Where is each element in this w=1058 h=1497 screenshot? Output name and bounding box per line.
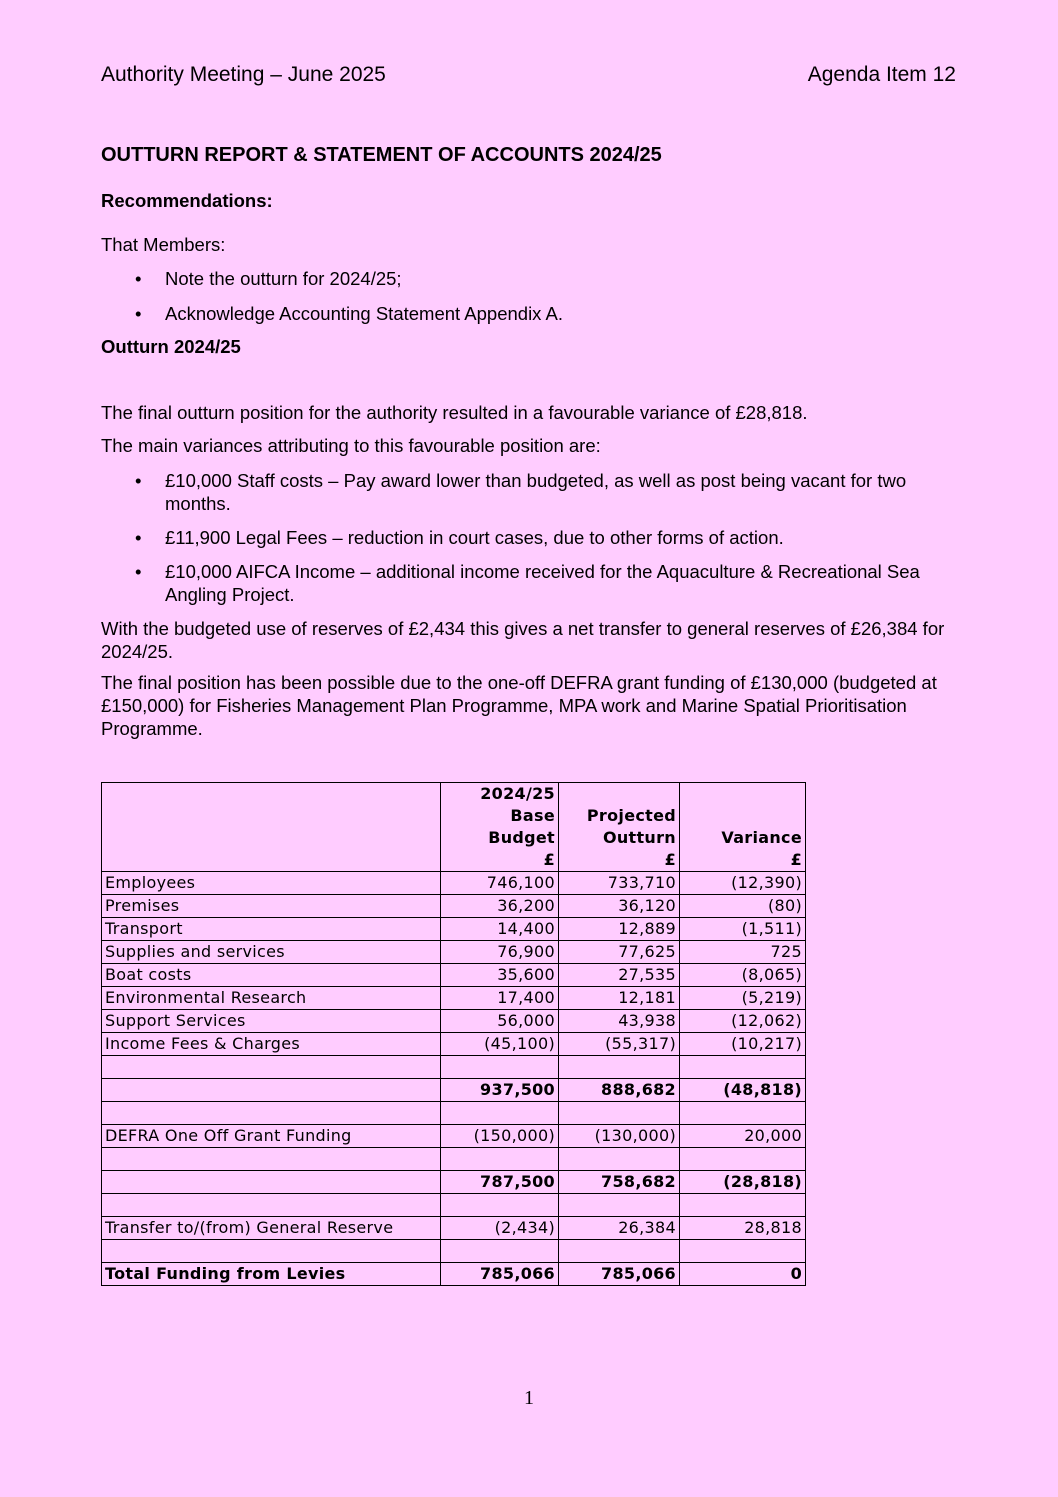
budget-cell: 14,400 (441, 918, 559, 941)
variance-cell: (80) (680, 895, 806, 918)
variance-cell (680, 1148, 806, 1171)
outturn-cell (559, 1102, 680, 1125)
budget-cell (441, 1240, 559, 1263)
outturn-cell: 785,066 (559, 1263, 680, 1286)
variance-cell: 725 (680, 941, 806, 964)
variance-cell: (1,511) (680, 918, 806, 941)
variance-cell: (8,065) (680, 964, 806, 987)
bullet-icon: • (135, 470, 142, 491)
outturn-cell: 43,938 (559, 1010, 680, 1033)
table-header-row (102, 783, 806, 872)
row-label-cell: Transfer to/(from) General Reserve (102, 1217, 441, 1240)
outturn-paragraph-2: The main variances attributing to this favourable position are: (101, 435, 601, 456)
table-row (102, 1148, 806, 1171)
outturn-cell: 27,535 (559, 964, 680, 987)
variance-cell (680, 1056, 806, 1079)
header-agenda-item: Agenda Item 12 (807, 63, 956, 86)
row-label-cell (102, 1079, 441, 1102)
document-page: Authority Meeting – June 2025 Agenda Item 12 OUTTURN REPORT & STATEMENT OF ACCOUNTS 2024/25 Recommendations: That Members: • Note the outturn for 2024/25; • Acknowledge Accounting Statement Appendix A. Outturn 2024/25 The final outturn position for the authority resulted in a favourable variance of £28,818. The main variances attributing to this favourable position are: • £10,000 Staff costs – Pay award lower than budgeted, as well as post being vacant for two months. • £11,900 Legal Fees – reduction in court cases, due to other forms of action. • £10,000 AIFCA Income – additional income received for the Aquaculture & Recreational Sea Angling Project. With the budgeted use of reserves of £2,434 this gives a net transfer to general reserves of £26,384 for 2024/25. The final position has been possible due to the one-off DEFRA grant funding of £130,000 (budgeted at £150,000) for Fisheries Management Plan Programme, MPA work and Marine Spatial Prioritisation Programme. 2024/25 Base Budget £ Projected Outturn £ Variance £ Employees 746,100 733,710 (12,390) Premises 36,200 36,120 (80) Transport 14,400 12,889 (1,511) Supplies and services 76,900 77,625 725 Boat costs 35,600 27,535 (8,065) Environmental Research 17,400 12,181 (5,219) Support Services 56,000 43,938 (12,062) Income Fees & Charges (45,100) (55,317) (10,217) 937,500 888,682 (48,818) DEFRA One Off Grant Funding (150,000) (130,000) 20,000 787,500 758,682 (28,818) Transfer to/(from) General Reserve (2,434) 26,384 28,818 Total Funding from Levies 785,066 785,066 0 1 (0, 0, 1058, 1497)
header-cell-budget: 2024/25 Base Budget £ (441, 783, 559, 872)
outturn-cell (559, 1240, 680, 1263)
header-cell-label (102, 783, 441, 872)
table-row (102, 1102, 806, 1125)
outturn-table (101, 782, 806, 1286)
budget-cell (441, 1102, 559, 1125)
table-row (102, 1194, 806, 1217)
table-row (102, 941, 806, 964)
outturn-cell (559, 1056, 680, 1079)
header-cell-outturn: Projected Outturn £ (559, 783, 680, 872)
variance-cell: (12,062) (680, 1010, 806, 1033)
row-label-cell: Boat costs (102, 964, 441, 987)
row-label-cell: Support Services (102, 1010, 441, 1033)
outturn-cell: 26,384 (559, 1217, 680, 1240)
recommendations-intro: That Members: (101, 234, 226, 255)
outturn-cell: 758,682 (559, 1171, 680, 1194)
outturn-cell: 12,181 (559, 987, 680, 1010)
variance-cell (680, 1194, 806, 1217)
report-title: OUTTURN REPORT & STATEMENT OF ACCOUNTS 2024/25 (101, 144, 662, 166)
variance-cell: 28,818 (680, 1217, 806, 1240)
recommendations-heading: Recommendations: (101, 190, 273, 211)
budget-cell: 76,900 (441, 941, 559, 964)
budget-cell: (45,100) (441, 1033, 559, 1056)
variance-cell: 0 (680, 1263, 806, 1286)
budget-cell: 785,066 (441, 1263, 559, 1286)
variance-cell: (5,219) (680, 987, 806, 1010)
row-label-cell (102, 1148, 441, 1171)
row-label-cell (102, 1102, 441, 1125)
table-row (102, 1263, 806, 1286)
outturn-paragraph-1: The final outturn position for the authority resulted in a favourable variance of £28,818. (101, 402, 808, 423)
variance-cell: (12,390) (680, 872, 806, 895)
outturn-cell: 733,710 (559, 872, 680, 895)
variance-cell: (28,818) (680, 1171, 806, 1194)
budget-cell: 17,400 (441, 987, 559, 1010)
table-row (102, 1217, 806, 1240)
table-row (102, 1056, 806, 1079)
budget-cell: 36,200 (441, 895, 559, 918)
budget-cell: 787,500 (441, 1171, 559, 1194)
variance-cell (680, 1240, 806, 1263)
budget-cell: 56,000 (441, 1010, 559, 1033)
outturn-cell (559, 1194, 680, 1217)
row-label-cell: Environmental Research (102, 987, 441, 1010)
table-row (102, 964, 806, 987)
variance-cell: 20,000 (680, 1125, 806, 1148)
outturn-cell: (55,317) (559, 1033, 680, 1056)
page-number: 1 (524, 1387, 534, 1409)
table-row (102, 1171, 806, 1194)
bullet-icon: • (135, 561, 142, 582)
variance-cell: (48,818) (680, 1079, 806, 1102)
table-row (102, 1125, 806, 1148)
bullet-icon: • (135, 268, 142, 289)
outturn-paragraph-3: With the budgeted use of reserves of £2,434 this gives a net transfer to general reserves of £26,384 for 2024/25. (101, 618, 945, 662)
outturn-cell (559, 1148, 680, 1171)
outturn-paragraph-4: The final position has been possible due to the one-off DEFRA grant funding of £130,000 (budgeted at £150,000) for Fisheries Management Plan Programme, MPA work and Marine Spatial Prioritisation Programme. (101, 672, 937, 739)
bullet-icon: • (135, 303, 142, 324)
variance-cell: (10,217) (680, 1033, 806, 1056)
table-row (102, 1010, 806, 1033)
bullet-icon: • (135, 527, 142, 548)
table-body (102, 872, 806, 1286)
row-label-cell: DEFRA One Off Grant Funding (102, 1125, 441, 1148)
table-row (102, 987, 806, 1010)
table-row (102, 918, 806, 941)
outturn-cell: 77,625 (559, 941, 680, 964)
table-row (102, 895, 806, 918)
variance-cell (680, 1102, 806, 1125)
row-label-cell: Employees (102, 872, 441, 895)
row-label-cell: Total Funding from Levies (102, 1263, 441, 1286)
budget-cell (441, 1056, 559, 1079)
budget-cell: (150,000) (441, 1125, 559, 1148)
budget-cell: 937,500 (441, 1079, 559, 1102)
outturn-heading: Outturn 2024/25 (101, 336, 241, 357)
table-row (102, 872, 806, 895)
row-label-cell: Transport (102, 918, 441, 941)
outturn-cell: (130,000) (559, 1125, 680, 1148)
budget-cell (441, 1194, 559, 1217)
outturn-cell: 36,120 (559, 895, 680, 918)
budget-cell: 746,100 (441, 872, 559, 895)
table-row (102, 1079, 806, 1102)
outturn-cell: 12,889 (559, 918, 680, 941)
header-meeting: Authority Meeting – June 2025 (101, 63, 386, 86)
row-label-cell: Supplies and services (102, 941, 441, 964)
row-label-cell (102, 1056, 441, 1079)
header-cell-variance: Variance £ (680, 783, 806, 872)
row-label-cell (102, 1194, 441, 1217)
row-label-cell: Premises (102, 895, 441, 918)
budget-cell: (2,434) (441, 1217, 559, 1240)
table-row (102, 1033, 806, 1056)
row-label-cell (102, 1240, 441, 1263)
row-label-cell (102, 1171, 441, 1194)
budget-cell (441, 1148, 559, 1171)
outturn-cell: 888,682 (559, 1079, 680, 1102)
budget-cell: 35,600 (441, 964, 559, 987)
table-row (102, 1240, 806, 1263)
row-label-cell: Income Fees & Charges (102, 1033, 441, 1056)
